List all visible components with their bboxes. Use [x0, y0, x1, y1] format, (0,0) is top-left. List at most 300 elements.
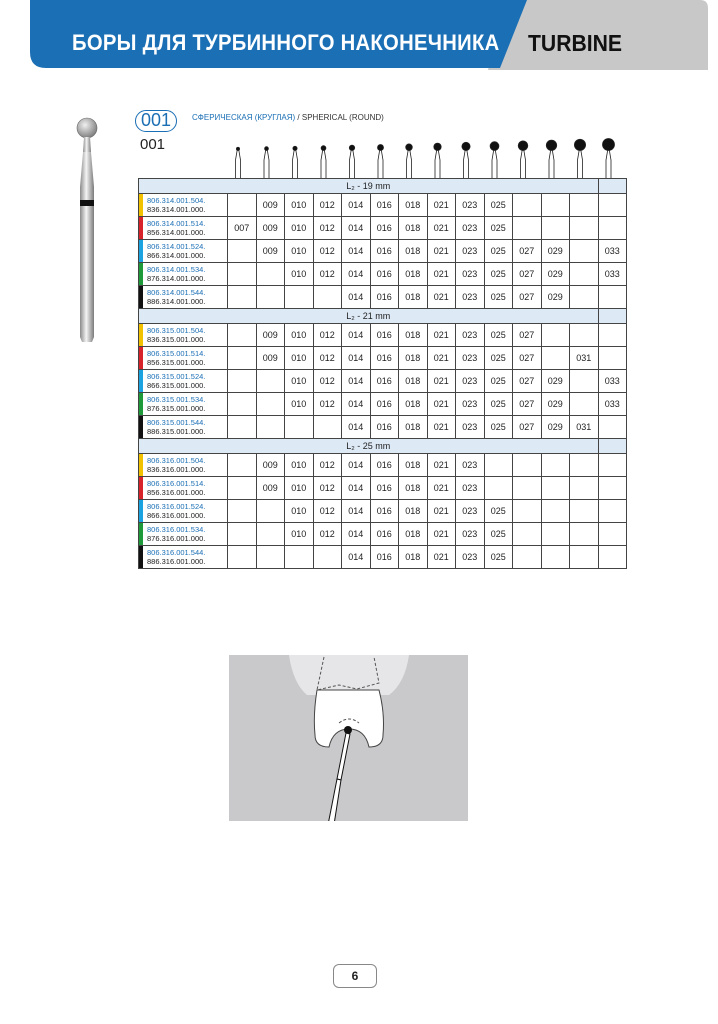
size-cell: 025: [484, 347, 513, 370]
size-cell: [256, 416, 285, 439]
size-cell: [598, 347, 627, 370]
size-cell: [541, 194, 570, 217]
size-cell: 018: [399, 286, 428, 309]
size-cell: 033: [598, 393, 627, 416]
size-cell: [228, 454, 257, 477]
bur-shank-icon: [492, 150, 497, 178]
size-cell: 009: [256, 347, 285, 370]
size-cell: 014: [342, 393, 371, 416]
size-cell: [570, 217, 599, 240]
size-cell: [228, 546, 257, 569]
article-number-alt: 876.315.001.000.: [147, 404, 206, 413]
size-cell: 014: [342, 416, 371, 439]
grit-color-band: [139, 217, 143, 239]
size-cell: [541, 347, 570, 370]
size-cell: 016: [370, 240, 399, 263]
table-row: [139, 454, 627, 477]
size-cell: 021: [427, 546, 456, 569]
size-cell: 021: [427, 523, 456, 546]
size-cell: 023: [456, 546, 485, 569]
size-cell: 012: [313, 477, 342, 500]
product-code-badge: 001: [135, 110, 177, 132]
article-number-alt: 886.316.001.000.: [147, 557, 206, 566]
size-cell: 021: [427, 217, 456, 240]
size-cell: 021: [427, 263, 456, 286]
size-cell: 010: [285, 240, 314, 263]
size-cell: 027: [513, 240, 542, 263]
size-cell: [541, 500, 570, 523]
grit-color-band: [139, 416, 143, 438]
size-cell: 014: [342, 263, 371, 286]
table-row: [139, 286, 627, 309]
size-cell: 016: [370, 523, 399, 546]
bur-head-icon: [265, 147, 269, 151]
table-row: [139, 324, 627, 347]
table-row: [139, 194, 627, 217]
size-cell: 023: [456, 523, 485, 546]
size-cell: [513, 500, 542, 523]
grit-color-band: [139, 263, 143, 285]
size-cell: [256, 263, 285, 286]
article-number-alt: 866.316.001.000.: [147, 511, 206, 520]
size-cell: 014: [342, 454, 371, 477]
section-header-row: [139, 179, 627, 194]
size-cell: 012: [313, 347, 342, 370]
size-cell: 012: [313, 500, 342, 523]
article-number: 806.316.001.504.: [147, 456, 206, 465]
size-cell: 021: [427, 286, 456, 309]
size-cell: [570, 546, 599, 569]
table-row: [139, 393, 627, 416]
bur-size-icons: [0, 138, 718, 178]
size-cell: 027: [513, 324, 542, 347]
product-code: 001: [140, 136, 166, 153]
size-cell: 010: [285, 194, 314, 217]
size-cell: 016: [370, 370, 399, 393]
size-cell: [541, 477, 570, 500]
size-cell: 023: [456, 217, 485, 240]
bur-shank-icon: [464, 150, 469, 178]
article-number: 806.316.001.544.: [147, 548, 206, 557]
article-number: 806.315.001.544.: [147, 418, 206, 427]
bur-head-icon: [490, 142, 499, 151]
article-number-cell: [139, 263, 228, 286]
size-cell: 033: [598, 370, 627, 393]
article-number: 806.314.001.544.: [147, 288, 206, 297]
size-cell: 012: [313, 393, 342, 416]
size-cell: 018: [399, 500, 428, 523]
size-cell: 021: [427, 500, 456, 523]
table-row: [139, 347, 627, 370]
size-cell: 016: [370, 393, 399, 416]
article-number: 806.315.001.534.: [147, 395, 206, 404]
size-cell: [598, 546, 627, 569]
size-cell: 023: [456, 370, 485, 393]
size-cell: [256, 523, 285, 546]
article-number-alt: 856.314.001.000.: [147, 228, 206, 237]
size-cell: 012: [313, 523, 342, 546]
size-cell: [256, 546, 285, 569]
table-row: [139, 477, 627, 500]
article-number: 806.314.001.514.: [147, 219, 206, 228]
size-cell: [256, 286, 285, 309]
table-row: [139, 217, 627, 240]
article-number-cell: [139, 477, 228, 500]
size-cell: 029: [541, 240, 570, 263]
size-cell: 018: [399, 217, 428, 240]
size-cell: [228, 194, 257, 217]
size-cell: [513, 194, 542, 217]
size-cell: 014: [342, 370, 371, 393]
size-cell: 012: [313, 217, 342, 240]
article-number-cell: [139, 500, 228, 523]
size-cell: 016: [370, 217, 399, 240]
size-cell: 033: [598, 240, 627, 263]
shape-separator: /: [295, 113, 302, 122]
size-cell: 023: [456, 286, 485, 309]
section-length-label: L₂ - 19 mm: [139, 179, 599, 194]
size-cell: 027: [513, 393, 542, 416]
size-cell: 016: [370, 454, 399, 477]
article-number: 806.315.001.514.: [147, 349, 206, 358]
shape-ru: СФЕРИЧЕСКАЯ (КРУГЛАЯ): [192, 113, 296, 122]
shape-description: [192, 113, 384, 122]
bur-shank-icon: [378, 150, 383, 178]
grit-color-band: [139, 546, 143, 568]
bur-shank-icon: [606, 150, 611, 178]
size-cell: 029: [541, 263, 570, 286]
size-cell: 021: [427, 347, 456, 370]
size-cell: 010: [285, 324, 314, 347]
grit-color-band: [139, 240, 143, 262]
size-cell: 012: [313, 240, 342, 263]
bur-shank-icon: [321, 150, 326, 178]
size-cell: 031: [570, 416, 599, 439]
size-cell: 012: [313, 263, 342, 286]
size-cell: 021: [427, 477, 456, 500]
size-cell: 025: [484, 263, 513, 286]
size-cell: 007: [228, 217, 257, 240]
grit-color-band: [139, 347, 143, 369]
size-cell: 016: [370, 324, 399, 347]
size-cell: [570, 523, 599, 546]
bur-head-icon: [574, 139, 585, 150]
size-cell: [285, 416, 314, 439]
size-cell: 014: [342, 477, 371, 500]
size-cell: 014: [342, 286, 371, 309]
size-cell: 023: [456, 477, 485, 500]
size-cell: 025: [484, 240, 513, 263]
article-number-alt: 856.315.001.000.: [147, 358, 206, 367]
size-cell: 029: [541, 393, 570, 416]
size-cell: 014: [342, 500, 371, 523]
size-cell: 014: [342, 240, 371, 263]
size-cell: [256, 393, 285, 416]
article-number-alt: 836.315.001.000.: [147, 335, 206, 344]
size-cell: 025: [484, 286, 513, 309]
article-number-cell: [139, 347, 228, 370]
bur-shank-icon: [521, 150, 526, 178]
size-cell: [513, 546, 542, 569]
size-cell: [484, 454, 513, 477]
article-number-cell: [139, 523, 228, 546]
size-cell: 016: [370, 194, 399, 217]
bur-head-icon: [321, 146, 326, 151]
size-cell: [570, 454, 599, 477]
bur-head-icon: [349, 145, 354, 150]
table-row: [139, 240, 627, 263]
size-cell: 025: [484, 194, 513, 217]
size-cell: 009: [256, 454, 285, 477]
size-cell: 014: [342, 194, 371, 217]
size-cell: 023: [456, 347, 485, 370]
size-cell: 025: [484, 546, 513, 569]
article-number: 806.316.001.524.: [147, 502, 206, 511]
size-cell: 012: [313, 370, 342, 393]
bur-head-icon: [546, 140, 556, 150]
size-cell: [285, 546, 314, 569]
size-cell: [313, 286, 342, 309]
size-cell: 016: [370, 286, 399, 309]
table-row: [139, 416, 627, 439]
size-cell: 009: [256, 240, 285, 263]
size-cell: 012: [313, 324, 342, 347]
size-cell: 029: [541, 370, 570, 393]
grit-color-band: [139, 324, 143, 346]
article-number-cell: [139, 454, 228, 477]
size-cell: 016: [370, 546, 399, 569]
size-cell: 010: [285, 263, 314, 286]
grit-color-band: [139, 286, 143, 308]
size-cell: 014: [342, 347, 371, 370]
size-cell: 018: [399, 370, 428, 393]
size-cell: 010: [285, 393, 314, 416]
usage-diagram: [229, 655, 468, 821]
size-cell: 021: [427, 370, 456, 393]
size-cell: 021: [427, 393, 456, 416]
article-number: 806.315.001.524.: [147, 372, 206, 381]
size-cell: [570, 393, 599, 416]
article-number-cell: [139, 370, 228, 393]
size-cell: 027: [513, 370, 542, 393]
size-cell: [313, 546, 342, 569]
article-number-alt: 836.314.001.000.: [147, 205, 206, 214]
grit-color-band: [139, 370, 143, 392]
size-cell: 023: [456, 194, 485, 217]
size-cell: [228, 324, 257, 347]
grit-color-band: [139, 500, 143, 522]
bur-shank-icon: [264, 150, 269, 178]
bur-head-icon: [378, 145, 384, 151]
bur-shank-icon: [236, 150, 241, 178]
size-cell: [541, 546, 570, 569]
size-cell: 029: [541, 286, 570, 309]
page-title: БОРЫ ДЛЯ ТУРБИННОГО НАКОНЕЧНИКА: [72, 30, 500, 55]
grit-color-band: [139, 477, 143, 499]
bur-head-icon: [603, 139, 615, 151]
size-cell: [598, 523, 627, 546]
size-cell: [256, 500, 285, 523]
size-cell: [598, 477, 627, 500]
grit-color-band: [139, 523, 143, 545]
article-number-alt: 836.316.001.000.: [147, 465, 206, 474]
size-cell: 023: [456, 416, 485, 439]
bur-shank-icon: [578, 150, 583, 178]
size-cell: [513, 477, 542, 500]
size-cell: 014: [342, 217, 371, 240]
size-cell: 018: [399, 393, 428, 416]
size-cell: 014: [342, 523, 371, 546]
table-row: [139, 263, 627, 286]
size-cell: [513, 454, 542, 477]
article-number: 806.316.001.534.: [147, 525, 206, 534]
grit-color-band: [139, 393, 143, 415]
size-cell: 009: [256, 194, 285, 217]
bur-shank-icon: [350, 150, 355, 178]
size-cell: [541, 523, 570, 546]
size-cell: 016: [370, 347, 399, 370]
shape-en: SPHERICAL (ROUND): [301, 113, 384, 122]
size-cell: [570, 477, 599, 500]
size-cell: 027: [513, 416, 542, 439]
page-header: [0, 0, 718, 76]
bur-head-icon: [434, 143, 441, 150]
size-cell: 023: [456, 500, 485, 523]
size-cell: [598, 194, 627, 217]
size-cell: 012: [313, 194, 342, 217]
size-cell: [513, 523, 542, 546]
size-cell: 023: [456, 324, 485, 347]
size-cell: [570, 240, 599, 263]
size-cell: 016: [370, 416, 399, 439]
size-cell: 010: [285, 523, 314, 546]
size-cell: [484, 477, 513, 500]
size-cell: 023: [456, 263, 485, 286]
size-cell: 018: [399, 416, 428, 439]
article-number-alt: 876.316.001.000.: [147, 534, 206, 543]
bur-head-icon: [462, 142, 470, 150]
size-cell: 025: [484, 324, 513, 347]
article-number-cell: [139, 217, 228, 240]
size-cell: [541, 324, 570, 347]
size-cell: [228, 393, 257, 416]
size-cell: [598, 286, 627, 309]
size-cell: 014: [342, 324, 371, 347]
size-cell: 014: [342, 546, 371, 569]
size-cell: 021: [427, 416, 456, 439]
size-cell: 027: [513, 263, 542, 286]
size-cell: [228, 347, 257, 370]
article-number-alt: 886.315.001.000.: [147, 427, 206, 436]
article-number: 806.314.001.504.: [147, 196, 206, 205]
article-number-cell: [139, 393, 228, 416]
bur-shank-icon: [293, 150, 298, 178]
bur-shank-icon: [435, 150, 440, 178]
size-cell: 016: [370, 500, 399, 523]
size-cell: 025: [484, 416, 513, 439]
size-cell: 010: [285, 370, 314, 393]
size-cell: 025: [484, 523, 513, 546]
size-cell: 010: [285, 477, 314, 500]
page-subtitle: TURBINE: [528, 30, 623, 56]
article-number-cell: [139, 240, 228, 263]
size-cell: [598, 454, 627, 477]
size-cell: 016: [370, 477, 399, 500]
table-row: [139, 500, 627, 523]
size-cell: 023: [456, 393, 485, 416]
size-cell: [285, 286, 314, 309]
size-cell: 018: [399, 454, 428, 477]
size-cell: 010: [285, 500, 314, 523]
section-length-label: L₂ - 21 mm: [139, 309, 599, 324]
article-number-alt: 876.314.001.000.: [147, 274, 206, 283]
size-cell: 018: [399, 523, 428, 546]
size-cell: 021: [427, 324, 456, 347]
section-header-row: [139, 309, 627, 324]
size-cell: 018: [399, 263, 428, 286]
article-number: 806.315.001.504.: [147, 326, 206, 335]
article-number-cell: [139, 546, 228, 569]
article-number: 806.314.001.534.: [147, 265, 206, 274]
section-header-row: [139, 439, 627, 454]
size-cell: [228, 286, 257, 309]
article-number-alt: 866.314.001.000.: [147, 251, 206, 260]
article-number-alt: 856.316.001.000.: [147, 488, 206, 497]
size-cell: 021: [427, 454, 456, 477]
size-cell: [570, 324, 599, 347]
grit-color-band: [139, 194, 143, 216]
article-number-cell: [139, 194, 228, 217]
table-row: [139, 370, 627, 393]
size-cell: [228, 416, 257, 439]
bur-head-icon: [293, 146, 297, 150]
grit-color-band: [139, 454, 143, 476]
article-number-alt: 866.315.001.000.: [147, 381, 206, 390]
bur-shank-icon: [549, 150, 554, 178]
size-cell: [570, 500, 599, 523]
size-cell: [228, 240, 257, 263]
size-cell: [513, 217, 542, 240]
size-cell: 018: [399, 546, 428, 569]
size-cell: 018: [399, 477, 428, 500]
table-row: [139, 523, 627, 546]
size-cell: 021: [427, 194, 456, 217]
size-cell: [228, 370, 257, 393]
size-cell: 018: [399, 240, 428, 263]
section-length-label: L₂ - 25 mm: [139, 439, 599, 454]
size-cell: 029: [541, 416, 570, 439]
bur-head-icon: [518, 141, 528, 151]
size-cell: [570, 370, 599, 393]
size-cell: [598, 217, 627, 240]
size-cell: [598, 324, 627, 347]
article-number-alt: 886.314.001.000.: [147, 297, 206, 306]
page-number: 6: [333, 964, 377, 988]
size-cell: 025: [484, 393, 513, 416]
size-cell: 018: [399, 194, 428, 217]
size-cell: 023: [456, 454, 485, 477]
size-cell: [228, 523, 257, 546]
table-row: [139, 546, 627, 569]
article-number-cell: [139, 324, 228, 347]
size-cell: 009: [256, 477, 285, 500]
size-cell: [598, 416, 627, 439]
size-cell: 025: [484, 217, 513, 240]
size-cell: 018: [399, 324, 428, 347]
size-cell: 033: [598, 263, 627, 286]
size-cell: 009: [256, 324, 285, 347]
size-cell: 027: [513, 286, 542, 309]
